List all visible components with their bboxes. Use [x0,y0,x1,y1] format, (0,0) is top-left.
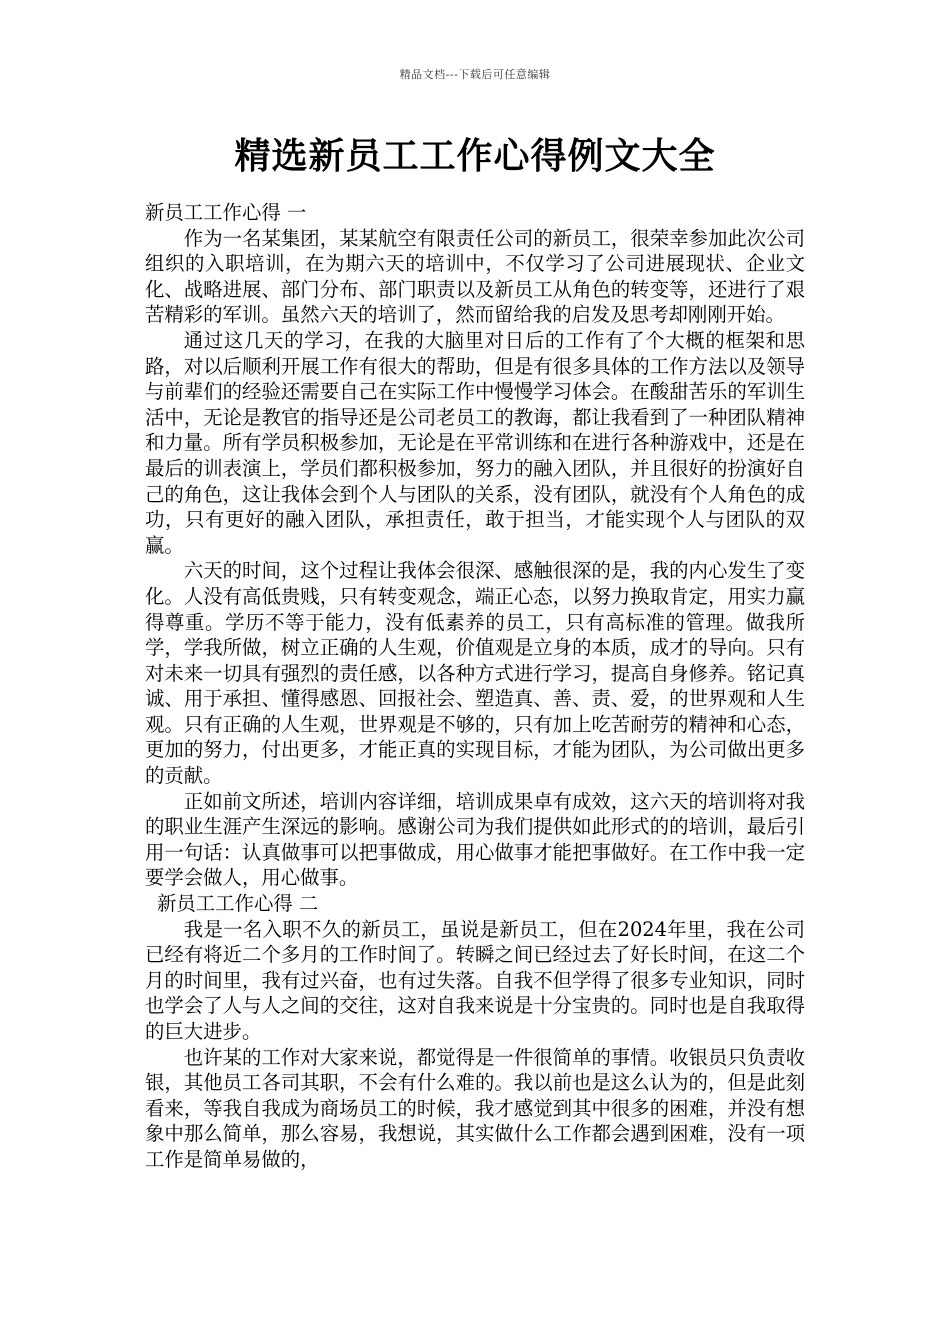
section-two [145,891,805,1173]
paragraph: 正如前文所述，培训内容详细，培训成果卓有成效，这六天的培训将对我的职业生涯产生深远的影响。感谢公司为我们提供如此形式的的培训，最后引用一句话：认真做事可以把事做成，用心做事才能把事做好。在工作中我一定要学会做人，用心做事。 [145,789,805,890]
paragraph: 六天的时间，这个过程让我体会很深、感触很深的是，我的内心发生了变化。人没有高低贵贱，只有转变观念，端正心态，以努力换取肯定，用实力赢得尊重。学历不等于能力，没有低素养的员工，只有高标准的管理。做我所学，学我所做，树立正确的人生观，价值观是立身的本质，成才的导向。只有对未来一切具有强烈的责任感，以各种方式进行学习，提高自身修养。铭记真诚、用于承担、懂得感恩、回报社会、塑造真、善、责、爱，的世界观和人生观。只有正确的人生观，世界观是不够的，只有加上吃苦耐劳的精神和心态，更加的努力，付出更多，才能正真的实现目标，才能为团队，为公司做出更多的贡献。 [145,559,805,788]
document-title: 精选新员工工作心得例文大全 [234,136,716,177]
section-one [145,200,805,891]
document-body [145,200,805,1173]
paragraph: 也许某的工作对大家来说，都觉得是一件很简单的事情。收银员只负责收银，其他员工各司其职，不会有什么难的。我以前也是这么认为的，但是此刻看来，等我自我成为商场员工的时候，我才感觉到其中很多的困难，并没有想象中那么简单，那么容易，我想说，其实做什么工作都会遇到困难，没有一项工作是简单易做的， [145,1045,805,1171]
section-heading: 新员工工作心得 一 [145,201,307,224]
paragraph: 我是一名入职不久的新员工，虽说是新员工，但在2024年里，我在公司已经有将近二个多月的工作时间了。转瞬之间已经过去了好长时间，在这二个月的时间里，我有过兴奋，也有过失落。自我不但学得了很多专业知识，同时也学会了人与人之间的交往，这对自我来说是十分宝贵的。同时也是自我取得的巨大进步。 [145,917,805,1043]
paragraph: 作为一名某集团，某某航空有限责任公司的新员工，很荣幸参加此次公司组织的入职培训，在为期六天的培训中，不仅学习了公司进展现状、企业文化、战略进展、部门分布、部门职责以及新员工从角色的转变等，还进行了艰苦精彩的军训。虽然六天的培训了，然而留给我的启发及思考却刚刚开始。 [145,226,805,327]
header-note: 精品文档---下载后可任意编辑 [399,68,551,81]
section-heading: 新员工工作心得 二 [157,892,319,916]
paragraph: 通过这几天的学习，在我的大脑里对日后的工作有了个大概的框架和思路，对以后顺利开展工作有很大的帮助，但是有很多具体的工作方法以及领导与前辈们的经验还需要自己在实际工作中慢慢学习体会。在酸甜苦乐的军训生活中，无论是教官的指导还是公司老员工的教诲，都让我看到了一种团队精神和力量。所有学员积极参加，无论是在平常训练和在进行各种游戏中，还是在最后的训表演上，学员们都积极参加，努力的融入团队，并且很好的扮演好自己的角色，这让我体会到个人与团队的关系，没有团队，就没有个人角色的成功，只有更好的融入团队，承担责任，敢于担当，才能实现个人与团队的双赢。 [145,328,805,557]
